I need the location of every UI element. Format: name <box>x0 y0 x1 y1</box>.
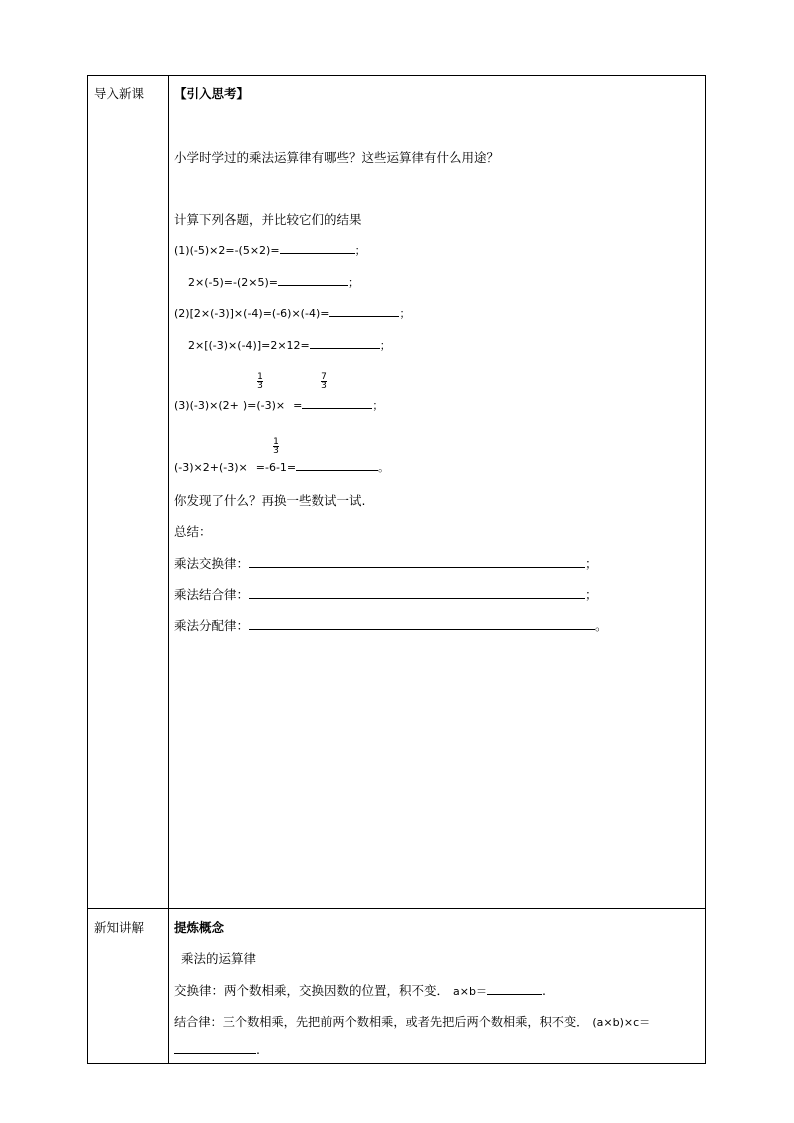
answer-blank[interactable] <box>249 555 585 568</box>
section-heading-new: 提炼概念 <box>174 920 225 935</box>
fraction-one-third: 1 3 <box>273 437 279 456</box>
exercise-3b: (-3)×2+(-3)× =-6-1= 。 <box>174 458 389 475</box>
distributive-law-line: 乘法分配律： 。 <box>174 618 608 633</box>
commutative-definition: 交换律：两个数相乘，交换因数的位置，积不变． a×b＝ . <box>174 983 546 998</box>
row-divider <box>88 908 705 909</box>
summary-label: 总结： <box>174 524 212 539</box>
answer-blank[interactable] <box>302 396 372 409</box>
associative-answer-line: . <box>174 1041 260 1057</box>
answer-blank[interactable] <box>249 586 585 599</box>
section-label-new: 新知讲解 <box>94 920 145 935</box>
exercise-1b: 2×(-5)=-(2×5)= ； <box>188 273 359 290</box>
subheading-mult-laws: 乘法的运算律 <box>181 951 257 966</box>
instruction-text: 计算下列各题，并比较它们的结果 <box>174 212 362 227</box>
lesson-table <box>87 75 706 1064</box>
answer-blank[interactable] <box>280 241 355 254</box>
answer-blank[interactable] <box>329 304 399 317</box>
exercise-2a: (2)[2×(-3)]×(-4)=(-6)×(-4)= ； <box>174 304 410 321</box>
exercise-3a: (3)(-3)×(2+ )=(-3)× = ； <box>174 396 383 413</box>
answer-blank[interactable] <box>310 336 380 349</box>
associative-definition: 结合律：三个数相乘，先把前两个数相乘，或者先把后两个数相乘，积不变． (a×b)×c＝ <box>174 1015 651 1029</box>
answer-blank[interactable] <box>174 1041 256 1054</box>
exercise-2b: 2×[(-3)×(-4)]=2×12= ； <box>188 336 391 353</box>
discover-text: 你发现了什么？再换一些数试一试. <box>174 493 366 508</box>
fraction-one-third: 1 3 <box>257 372 263 391</box>
section-heading-intro: 【引入思考】 <box>174 86 250 101</box>
column-divider <box>168 76 169 1063</box>
commutative-law-line: 乘法交换律： ； <box>174 556 598 571</box>
answer-blank[interactable] <box>296 458 378 471</box>
section-label-intro: 导入新课 <box>94 86 145 101</box>
intro-question: 小学时学过的乘法运算律有哪些？这些运算律有什么用途？ <box>174 150 500 165</box>
answer-blank[interactable] <box>278 273 348 286</box>
answer-blank[interactable] <box>249 617 595 630</box>
exercise-1a: (1)(-5)×2=-(5×2)= ； <box>174 241 366 258</box>
answer-blank[interactable] <box>487 982 542 995</box>
associative-law-line: 乘法结合律： ； <box>174 587 598 602</box>
fraction-seven-thirds: 7 3 <box>321 372 327 391</box>
